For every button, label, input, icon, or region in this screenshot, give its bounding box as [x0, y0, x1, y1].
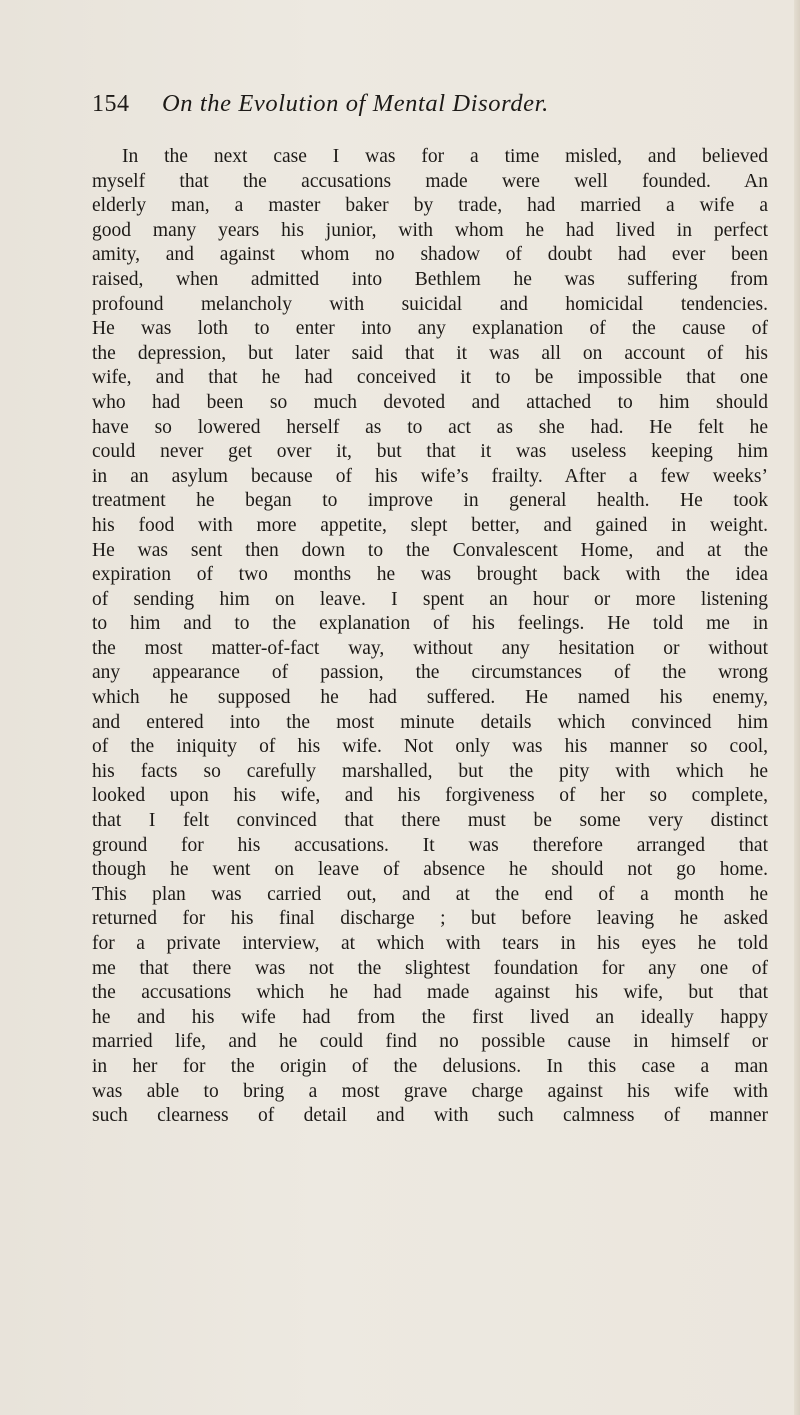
text-line: raised, when admitted into Bethlem he was suffering from — [92, 268, 768, 290]
text-line: treatment he began to improve in general health. He took — [92, 490, 768, 512]
text-line: This plan was carried out, and at the end of a month he — [92, 883, 768, 905]
text-line: the most matter-of-fact way, without any hesitation or without — [92, 637, 768, 659]
text-line: of sending him on leave. I spent an hour or more listening — [92, 588, 768, 610]
text-line: profound melancholy with suicidal and homicidal tendencies. — [92, 293, 768, 315]
text-line: to him and to the explanation of his feelings. He told me in — [92, 613, 768, 635]
text-line: married life, and he could find no possible cause in himself or — [92, 1031, 768, 1053]
text-line: He was loth to enter into any explanation of the cause of — [92, 318, 768, 340]
body-paragraph — [92, 145, 768, 1129]
text-line: looked upon his wife, and his forgiveness of her so complete, — [92, 785, 768, 807]
text-line: He was sent then down to the Convalescent Home, and at the — [92, 539, 768, 561]
text-line: elderly man, a master baker by trade, had married a wife a — [92, 195, 768, 217]
page-number: 154 — [92, 91, 130, 117]
text-line: good many years his junior, with whom he had lived in perfect — [92, 219, 768, 241]
text-line: could never get over it, but that it was useless keeping him — [92, 441, 768, 463]
text-line: in her for the origin of the delusions. In this case a man — [92, 1055, 768, 1077]
text-line: he and his wife had from the first lived an ideally happy — [92, 1006, 768, 1028]
text-line: In the next case I was for a time misled, and believed — [122, 146, 768, 167]
text-line: the depression, but later said that it was all on account of his — [92, 342, 768, 364]
text-line: and entered into the most minute details which convinced him — [92, 711, 768, 733]
text-line: any appearance of passion, the circumstances of the wrong — [92, 662, 768, 684]
text-line: returned for his final discharge ; but before leaving he asked — [92, 908, 768, 930]
text-line: his facts so carefully marshalled, but the pity with which he — [92, 760, 768, 782]
running-head — [92, 88, 752, 128]
text-line: though he went on leave of absence he should not go home. — [92, 859, 768, 881]
text-line: of the iniquity of his wife. Not only was his manner so cool, — [92, 736, 768, 758]
text-line: that I felt convinced that there must be some very distinct — [92, 810, 768, 832]
text-line: who had been so much devoted and attached to him should — [92, 391, 768, 413]
text-line: amity, and against whom no shadow of doubt had ever been — [92, 244, 768, 266]
text-line: have so lowered herself as to act as she had. He felt he — [92, 416, 768, 438]
text-line: the accusations which he had made against his wife, but that — [92, 982, 768, 1004]
text-line: wife, and that he had conceived it to be impossible that one — [92, 367, 768, 389]
text-line: expiration of two months he was brought back with the idea — [92, 564, 768, 586]
text-line: in an asylum because of his wife’s frailty. After a few weeks’ — [92, 465, 768, 487]
text-line: ground for his accusations. It was therefore arranged that — [92, 834, 768, 856]
text-line: myself that the accusations made were well founded. An — [92, 170, 768, 192]
text-line: was able to bring a most grave charge against his wife with — [92, 1080, 768, 1102]
text-line: me that there was not the slightest foundation for any one of — [92, 957, 768, 979]
text-line: which he supposed he had suffered. He named his enemy, — [92, 687, 768, 709]
text-line: for a private interview, at which with tears in his eyes he told — [92, 933, 768, 954]
page-edge — [794, 0, 800, 1415]
text-line: his food with more appetite, slept better, and gained in weight. — [92, 514, 768, 536]
text-line: such clearness of detail and with such calmness of manner — [92, 1105, 768, 1127]
running-title: On the Evolution of Mental Disorder. — [162, 90, 549, 117]
